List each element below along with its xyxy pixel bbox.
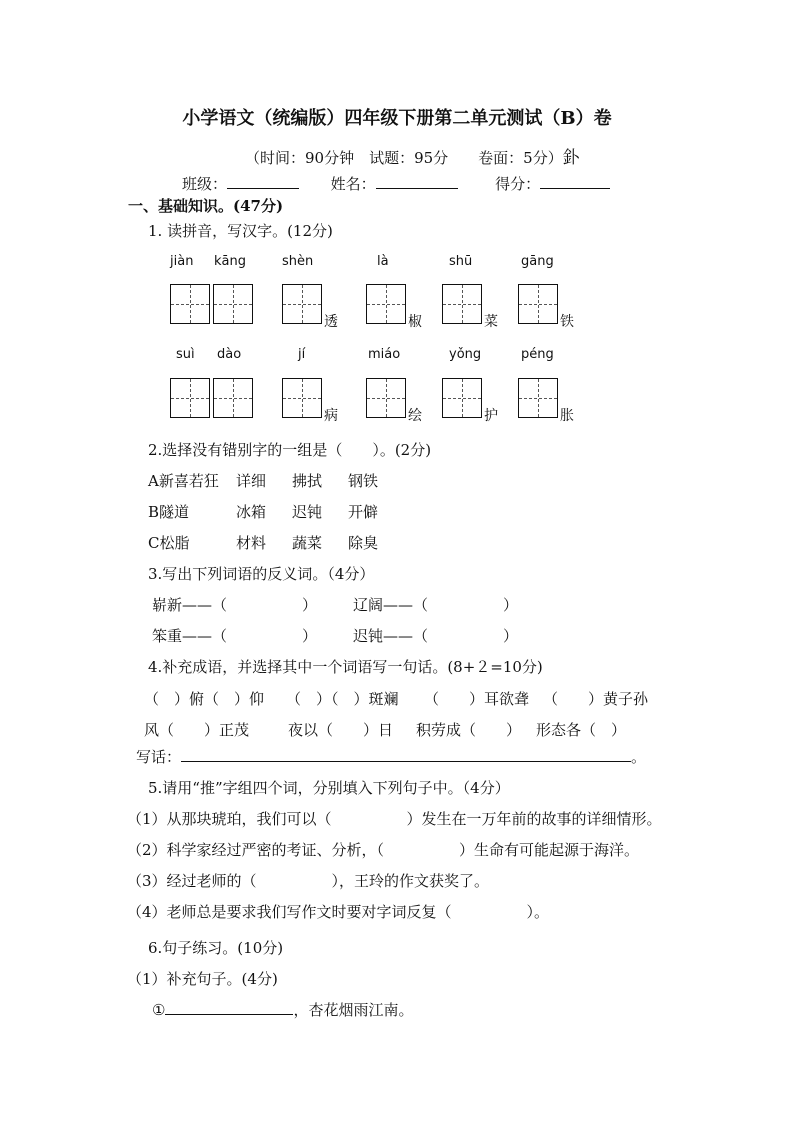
pinyin: shū	[449, 254, 473, 269]
writing-box[interactable]	[170, 284, 210, 324]
given-char: 病	[324, 408, 338, 424]
option-word: 钢铁	[348, 472, 379, 490]
q3-item: 笨重——（ ）	[152, 627, 318, 645]
sentence-field[interactable]	[165, 1000, 293, 1015]
q6-item1	[152, 999, 413, 1020]
idiom: （ ）黄子孙	[543, 690, 649, 708]
option-word: A新喜若狂	[148, 472, 219, 490]
idiom: 积劳成（ ）	[416, 721, 522, 739]
q1-heading: 1. 读拼音，写汉字。(12分)	[148, 222, 333, 240]
q2-heading: 2.选择没有错别字的一组是（ ）。(2分)	[148, 441, 432, 459]
given-char: 铁	[560, 314, 574, 330]
item-suffix: ，杏花烟雨江南。	[293, 1001, 414, 1019]
q2-option-b	[148, 501, 378, 522]
given-char: 护	[484, 408, 498, 424]
pinyin: jí	[298, 347, 306, 362]
pinyin: dào	[217, 347, 242, 362]
option-word: B隧道	[148, 503, 190, 521]
q4-heading: 4.补充成语，并选择其中一个词语写一句话。(8+２=10分)	[148, 658, 543, 676]
idiom: 夜以（ ）日	[288, 721, 394, 739]
page-title: 小学语文（统编版）四年级下册第二单元测试（B）卷	[182, 108, 612, 129]
pinyin: suì	[176, 347, 195, 362]
writing-box[interactable]	[518, 284, 558, 324]
q5-item: （2）科学家经过严密的考证、分析，（ ）生命有可能起源于海洋。	[127, 841, 640, 859]
option-word: 拂拭	[292, 472, 323, 490]
writing-box[interactable]	[213, 378, 253, 418]
option-word: C松脂	[148, 534, 190, 552]
writing-box[interactable]	[282, 378, 322, 418]
pinyin: yǒng	[449, 347, 482, 362]
q5-heading: 5.请用“推”字组四个词，分别填入下列句子中。（4分）	[148, 779, 510, 797]
q5-item: （4）老师总是要求我们写作文时要对字词反复（ ）。	[127, 903, 550, 921]
writing-box[interactable]	[170, 378, 210, 418]
writing-box[interactable]	[282, 284, 322, 324]
class-field[interactable]	[227, 174, 299, 189]
pinyin: kāng	[214, 254, 246, 269]
q4-write-line	[136, 746, 646, 767]
writing-box[interactable]	[442, 378, 482, 418]
writing-box[interactable]	[366, 284, 406, 324]
given-char: 菜	[484, 314, 498, 330]
score-field[interactable]	[540, 174, 610, 189]
writing-box[interactable]	[213, 284, 253, 324]
idiom: （ ）耳欲聋	[424, 690, 530, 708]
part1-heading: 一、基础知识。(47分)	[128, 197, 284, 215]
pinyin: là	[377, 254, 389, 269]
exam-meta-mark: 釙	[562, 148, 580, 168]
option-word: 蔬菜	[292, 534, 323, 552]
pinyin: shèn	[282, 254, 314, 269]
idiom: （ ）（ ）斑斓	[286, 690, 399, 708]
student-info	[182, 173, 610, 194]
option-word: 冰箱	[236, 503, 267, 521]
idiom: 形态各（ ）	[536, 721, 627, 739]
given-char: 透	[324, 314, 338, 330]
score-label: 得分：	[495, 175, 541, 193]
option-word: 开僻	[348, 503, 379, 521]
option-word: 详细	[236, 472, 267, 490]
q2-option-c	[148, 532, 378, 553]
q5-item: （1）从那块琥珀，我们可以（ ）发生在一万年前的故事的详细情形。	[127, 810, 662, 828]
q5-item: （3）经过老师的（ ），王玲的作文获奖了。	[127, 872, 490, 890]
given-char: 胀	[560, 408, 574, 424]
exam-meta	[245, 143, 580, 168]
item-number: ①	[152, 1001, 166, 1019]
name-field[interactable]	[376, 174, 458, 189]
pinyin: gāng	[521, 254, 554, 269]
idiom: （ ）俯（ ）仰	[144, 690, 265, 708]
class-label: 班级：	[182, 175, 228, 193]
q3-item: 辽阔——（ ）	[353, 596, 519, 614]
given-char: 椒	[408, 314, 422, 330]
q2-option-a	[148, 470, 378, 491]
writing-box[interactable]	[442, 284, 482, 324]
write-end: 。	[631, 748, 647, 766]
exam-meta-text: （时间：90分钟 试题：95分 卷面：5分）	[245, 149, 563, 167]
q3-item: 崭新——（ ）	[152, 596, 318, 614]
q3-heading: 3.写出下列词语的反义词。（4分）	[148, 565, 375, 583]
idiom: 风（ ）正茂	[144, 721, 250, 739]
given-char: 绘	[408, 408, 422, 424]
write-field[interactable]	[181, 747, 631, 762]
q3-item: 迟钝——（ ）	[353, 627, 519, 645]
write-label: 写话：	[136, 748, 182, 766]
writing-box[interactable]	[518, 378, 558, 418]
pinyin: miáo	[368, 347, 401, 362]
writing-box[interactable]	[366, 378, 406, 418]
option-word: 迟钝	[292, 503, 323, 521]
option-word: 除臭	[348, 534, 379, 552]
q6-heading: 6.句子练习。(10分)	[148, 939, 284, 957]
name-label: 姓名：	[330, 175, 376, 193]
pinyin: jiàn	[170, 254, 194, 269]
q6-sub1: （1）补充句子。(4分)	[127, 970, 278, 988]
option-word: 材料	[236, 534, 267, 552]
pinyin: péng	[521, 347, 554, 362]
